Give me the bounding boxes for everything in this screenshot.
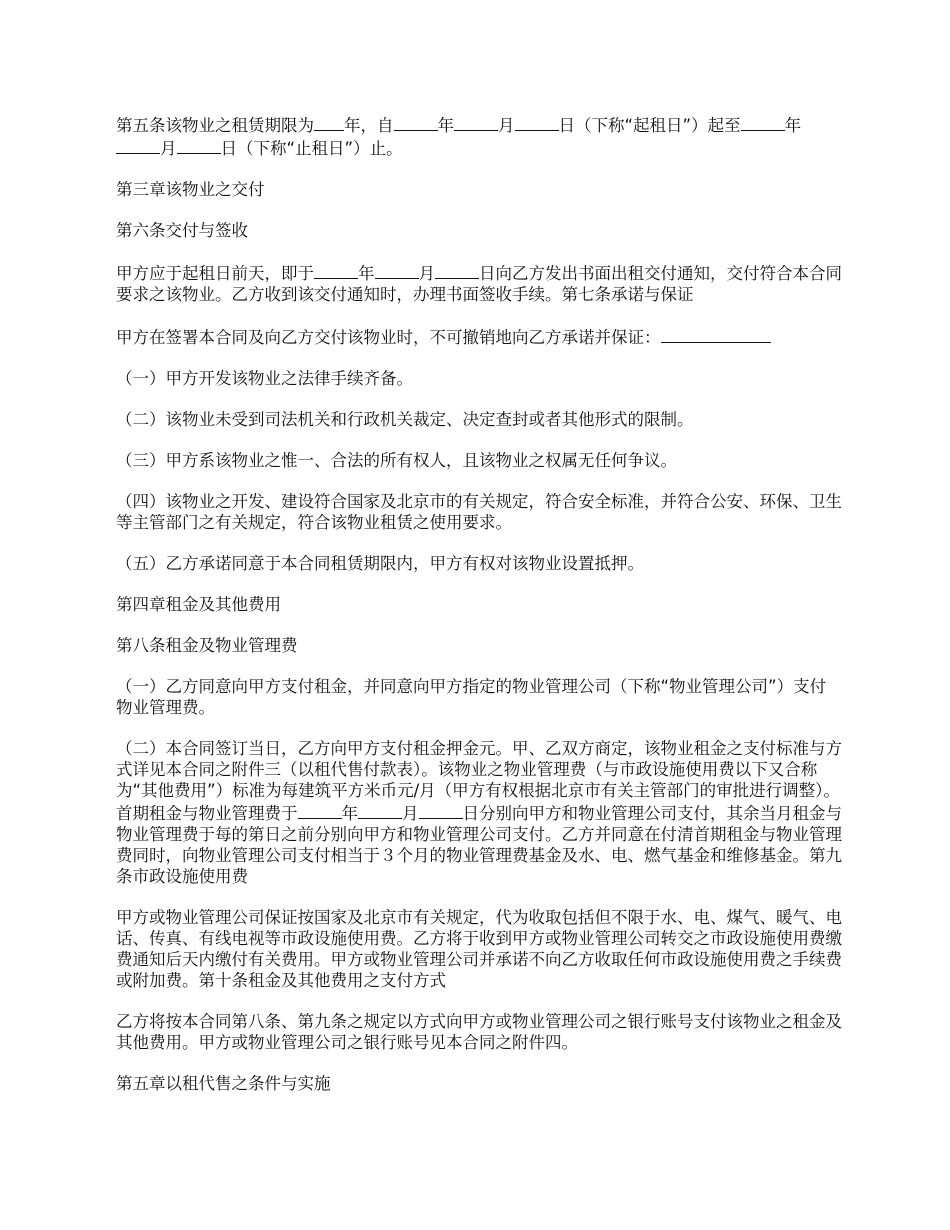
blank-years [314,113,344,131]
blank-end-month [116,136,160,154]
blank-payment-day [419,801,463,819]
guarantee-item-2: （二）该物业未受到司法机关和行政机关裁定、决定查封或者其他形式的限制。 [116,410,694,429]
article-9-body: 甲方或物业管理公司保证按国家及北京市有关规定，代为收取包括但不限于水、电、煤气、暖气、电话、传真、有线电视等市政设施使用费。乙方将于收到甲方或物业管理公司转交之市政设施使用费缴费通知后天内缴付有关费用。甲方或物业管理公司并承诺不向乙方收取任何市政设施使用费之手续费或附加费。第十条租金及其他费用之支付方式 [116,908,842,990]
article-7-intro: 甲方在签署本合同及向乙方交付该物业时，不可撤销地向乙方承诺并保证： [116,325,842,348]
article-8-item-2: （二）本合同签订当日，乙方向甲方支付租金押金元。甲、乙双方商定，该物业租金之支付标准与方式详见本合同之附件三（以租代售付款表）。该物业之物业管理费（与市政设施使用费以下又合称为“其他费用”）标准为每建筑平方米币元/月（甲方有权根据北京市有关主管部门的审批进行调整）。首期租金与物业管理费于 年 月 日分别向甲方和物业管理公司支付，其余当月租金与物业管理费于每的第日之前分别向甲方和物业管理公司支付。乙方并同意在付清首期租金与物业管理费同时，向物业管理公司支付相当于３个月的物业管理费基金及水、电、燃气基金和维修基金。第九条市政设施使用费 [116,739,842,886]
blank-start-day [515,113,559,131]
blank-start-year [394,113,438,131]
blank-end-day [177,136,221,154]
article-6-heading: 第六条交付与签收 [116,221,248,240]
guarantee-item-4: （四）该物业之开发、建设符合国家及北京市的有关规定，符合安全标准，并符合公安、环保、卫生等主管部门之有关规定，符合该物业租赁之使用要求。 [116,492,842,532]
article-5-lease-term: 第五条该物业之租赁期限为 年，自 年 月 日（下称“起租日”）起至 年月 日（下称“止租日”）止。 [116,113,842,159]
blank-notice-day [435,261,479,279]
chapter-3-heading: 第三章该物业之交付 [116,180,265,199]
article-10-body: 乙方将按本合同第八条、第九条之规定以方式向甲方或物业管理公司之银行账号支付该物业之租金及其他费用。甲方或物业管理公司之银行账号见本合同之附件四。 [116,1012,842,1052]
guarantee-item-3: （三）甲方系该物业之惟一、合法的所有权人，且该物业之权属无任何争议。 [116,451,677,470]
blank-notice-year [314,261,358,279]
chapter-5-heading: 第五章以租代售之条件与实施 [116,1074,331,1093]
blank-start-month [454,113,498,131]
guarantee-item-1: （一）甲方开发该物业之法律手续齐备。 [116,369,413,388]
article-8-heading: 第八条租金及物业管理费 [116,636,298,655]
blank-guarantee [661,325,771,343]
blank-end-year [741,113,785,131]
article-6-body: 甲方应于起租日前天，即于 年 月 日向乙方发出书面出租交付通知，交付符合本合同要求之该物业。乙方收到该交付通知时，办理书面签收手续。第七条承诺与保证 [116,261,842,305]
article-8-item-1: （一）乙方同意向甲方支付租金，并同意向甲方指定的物业管理公司（下称“物业管理公司”）支付物业管理费。 [116,677,827,717]
blank-notice-month [375,261,419,279]
blank-payment-year [298,801,342,819]
guarantee-item-5: （五）乙方承诺同意于本合同租赁期限内，甲方有权对该物业设置抵押。 [116,554,644,573]
contract-page [116,113,842,1114]
blank-payment-month [358,801,402,819]
chapter-4-heading: 第四章租金及其他费用 [116,595,281,614]
